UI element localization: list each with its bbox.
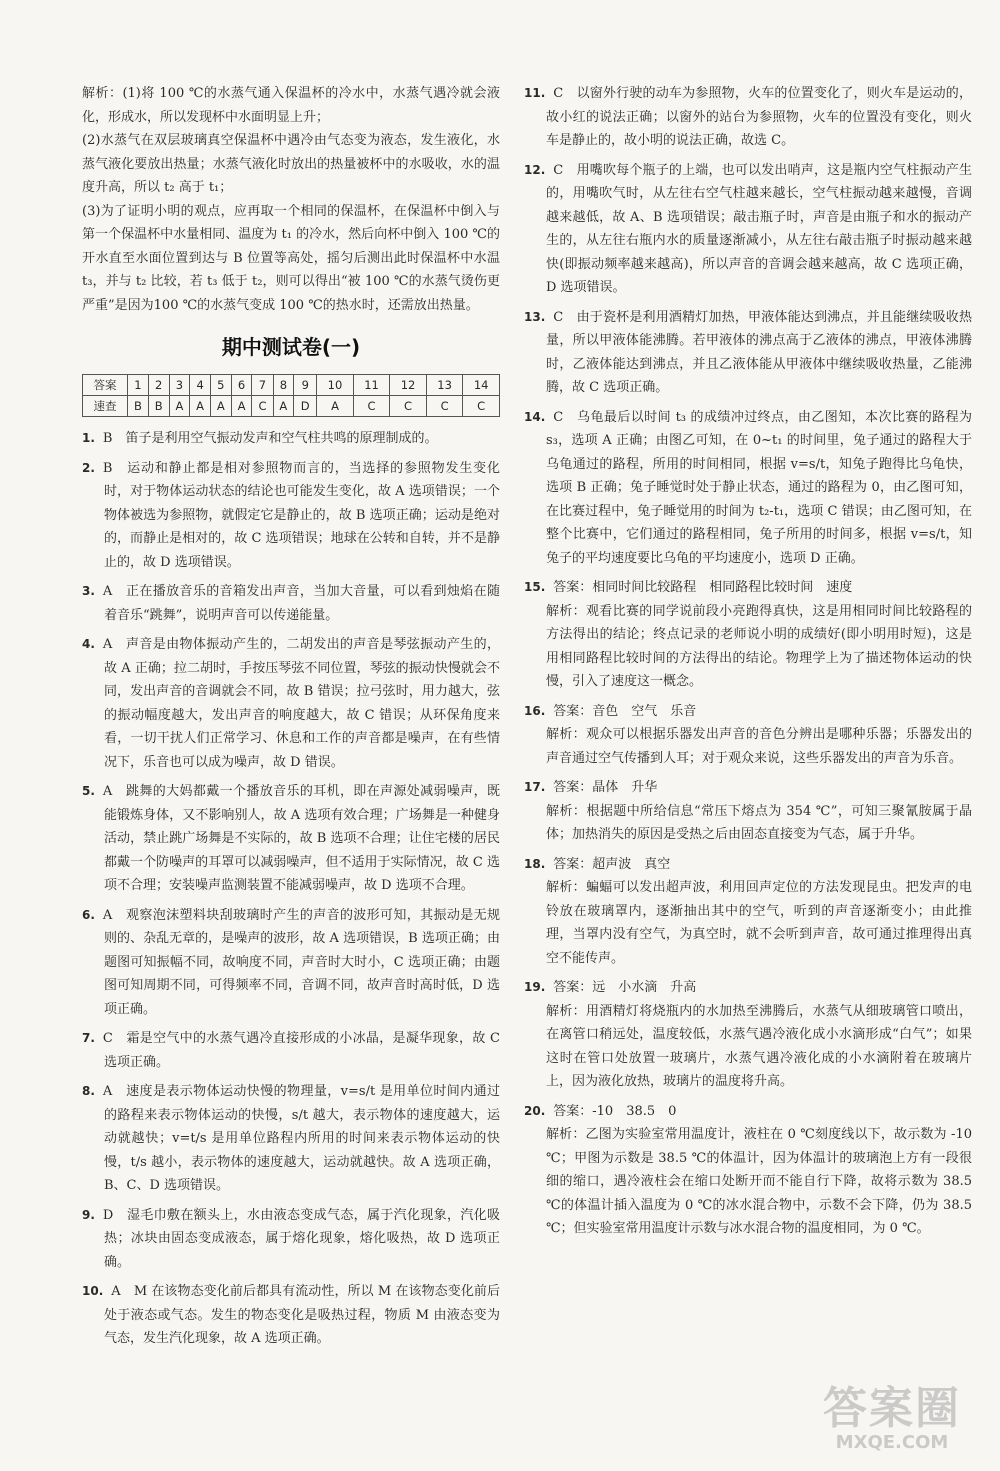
question-number: 14. xyxy=(524,409,546,424)
answer-cell: D xyxy=(294,396,317,417)
question-number: 2. xyxy=(82,460,95,475)
answer-table-answer-row xyxy=(83,396,500,417)
answer-cell: A xyxy=(231,396,252,417)
solution-item xyxy=(524,159,972,300)
solution-text xyxy=(82,1204,500,1275)
left-column xyxy=(82,82,500,1357)
answer-cell: A xyxy=(317,396,354,417)
question-number-cell: 2 xyxy=(148,375,169,396)
solution-text xyxy=(82,427,500,451)
row-header-lookup: 速查 xyxy=(83,396,128,417)
section-title: 期中测试卷(一) xyxy=(221,335,361,359)
answer-cell: A xyxy=(210,396,231,417)
question-number-cell: 5 xyxy=(210,375,231,396)
solution-body: C 由于瓷杯是利用酒精灯加热，甲液体能达到沸点，并且能继续吸收热量，所以甲液体能沸腾。若甲液体的沸点高于乙液体的沸点，甲液体沸腾时，乙液体能达到沸点，并且乙液体能从甲液体中继续吸收热量，乙能沸腾，故 C 选项正确。 xyxy=(546,309,972,395)
solution-item xyxy=(524,306,972,400)
solution-text xyxy=(82,1280,500,1351)
question-number-cell: 11 xyxy=(353,375,390,396)
question-number-cell: 6 xyxy=(231,375,252,396)
solution-text xyxy=(524,976,972,1000)
question-number: 4. xyxy=(82,637,95,651)
intro-paragraph: (2)水蒸气在双层玻璃真空保温杯中遇冷由气态变为液态，发生液化，水蒸气液化要放出热量；水蒸气液化时放出的热量被杯中的水吸收，水的温度升高，所以 t₂ 高于 t₁； xyxy=(82,133,500,195)
question-number: 5. xyxy=(82,784,95,798)
solution-text xyxy=(524,1100,972,1124)
question-number-cell: 14 xyxy=(463,375,500,396)
solution-item xyxy=(524,1100,972,1241)
row-header-answer: 答案 xyxy=(83,375,128,396)
answer-cell: C xyxy=(252,396,273,417)
question-number-cell: 7 xyxy=(252,375,273,396)
solution-analysis: 解析：观看比赛的同学说前段小亮跑得真快，这是用相同时间比较路程的方法得出的结论；终点记录的老师说小明的成绩好(即小明用时短)，这是用相同路程比较时间的方法得出的结论。物理学上为了描述物体运动的快慢，引入了速度这一概念。 xyxy=(546,603,972,689)
solution-item xyxy=(524,853,972,971)
answer-cell: C xyxy=(463,396,500,417)
solution-item xyxy=(524,406,972,571)
question-number: 3. xyxy=(82,584,95,598)
solution-item xyxy=(82,1080,500,1198)
solution-body: 答案：晶体 升华 xyxy=(553,780,658,795)
question-number: 1. xyxy=(82,431,95,445)
intro-block xyxy=(82,82,500,317)
solution-analysis: 解析：蝙蝠可以发出超声波，利用回声定位的方法发现昆虫。把发声的电铃放在玻璃罩内，逐渐抽出其中的空气，听到的声音逐渐变小；由此推理，当罩内没有空气，为真空时，就不会听到声音，故可通过推理得出真空不能传声。 xyxy=(546,880,972,966)
solution-text xyxy=(82,780,500,898)
solution-item xyxy=(82,580,500,627)
watermark-url: MXQE.COM xyxy=(835,1432,949,1453)
solution-item xyxy=(82,1280,500,1351)
solution-item xyxy=(524,82,972,153)
question-number: 11. xyxy=(524,86,546,100)
solution-item xyxy=(82,904,500,1022)
answer-table xyxy=(82,374,500,417)
question-number: 8. xyxy=(82,1084,95,1098)
solution-analysis: 解析：用酒精灯将烧瓶内的水加热至沸腾后，水蒸气从细玻璃管口喷出，在离管口稍远处，温度较低，水蒸气遇冷液化成小水滴形成“白气”；如果这时在管口处放置一玻璃片，水蒸气遇冷液化成的小水滴附着在玻璃片上，因为液化放热，玻璃片的温度将升高。 xyxy=(546,1003,972,1089)
solution-text xyxy=(82,457,500,575)
solution-text xyxy=(524,853,972,877)
question-number-cell: 12 xyxy=(390,375,427,396)
question-number-cell: 10 xyxy=(317,375,354,396)
solution-text xyxy=(524,700,972,724)
watermark-text: 答案圈 xyxy=(823,1383,961,1434)
solution-text xyxy=(82,1027,500,1074)
solution-body: A 正在播放音乐的音箱发出声音，当加大音量，可以看到烛焰在随着音乐“跳舞”，说明声音可以传递能量。 xyxy=(102,584,500,623)
solution-item xyxy=(82,457,500,575)
question-number-cell: 13 xyxy=(426,375,463,396)
answer-cell: A xyxy=(190,396,211,417)
solution-item xyxy=(524,700,972,771)
question-number: 15. xyxy=(524,580,546,594)
solution-body: C 用嘴吹每个瓶子的上端，也可以发出哨声，这是瓶内空气柱振动产生的，用嘴吹气时，从左往右空气柱越来越长，空气柱振动越来越慢，音调越来越低，故 A、B 选项错误；敲击瓶子时，声音是由瓶子和水的振动产生的，从左往右瓶内水的质量逐渐减小，从左往右敲击瓶子时振动越来越快(即振动频率越来越高)，所以声音的音调会越来越高，故 C 选项正确，D 选项错误。 xyxy=(546,162,972,295)
solution-text xyxy=(82,633,500,774)
solution-item xyxy=(82,1204,500,1275)
solution-text xyxy=(524,159,972,300)
question-number-cell: 3 xyxy=(169,375,190,396)
right-column xyxy=(524,82,972,1247)
right-items xyxy=(524,82,972,1241)
solution-body: D 湿毛巾敷在额头上，水由液态变成气态，属于汽化现象，汽化吸热；冰块由固态变成液态，属于熔化现象，熔化吸热，故 D 选项正确。 xyxy=(102,1207,500,1270)
solution-text xyxy=(82,904,500,1022)
solution-body: 答案：远 小水滴 升高 xyxy=(553,980,697,995)
question-number: 18. xyxy=(524,856,546,871)
question-number: 16. xyxy=(524,703,546,718)
answer-cell: B xyxy=(148,396,169,417)
solution-text xyxy=(524,82,972,153)
question-number: 17. xyxy=(524,780,546,794)
solution-body: B 运动和静止都是相对参照物而言的，当选择的参照物发生变化时，对于物体运动状态的结论也可能发生变化，故 A 选项错误；一个物体被选为参照物，就假定它是静止的，故 B 选项正确；运动是绝对的，而静止是相对的，故 C 选项错误；地球在公转和自转，并不是静止的，故 D 选项错误。 xyxy=(102,460,500,570)
question-number: 10. xyxy=(82,1284,104,1298)
watermark-logo xyxy=(812,1385,972,1460)
answer-cell: A xyxy=(169,396,190,417)
question-number-cell: 9 xyxy=(294,375,317,396)
question-number: 20. xyxy=(524,1103,546,1118)
solution-body: B 笛子是利用空气振动发声和空气柱共鸣的原理制成的。 xyxy=(102,431,438,446)
solution-body: 答案：-10 38.5 0 xyxy=(553,1103,677,1119)
question-number: 13. xyxy=(524,309,546,324)
solution-text xyxy=(82,1080,500,1198)
solution-body: A M 在该物态变化前后都具有流动性，所以 M 在该物态变化前后处于液态或气态。发生的物态变化是吸热过程，物质 M 由液态变为气态，发生汽化现象，故 A 选项正确。 xyxy=(104,1284,500,1346)
solution-item xyxy=(82,780,500,898)
question-number: 9. xyxy=(82,1207,95,1222)
solution-analysis: 解析：观众可以根据乐器发出声音的音色分辨出是哪种乐器；乐器发出的声音通过空气传播到人耳；对于观众来说，这些乐器发出的声音为乐音。 xyxy=(546,727,972,766)
solution-body: C 霜是空气中的水蒸气遇冷直接形成的小冰晶，是凝华现象，故 C 选项正确。 xyxy=(102,1031,500,1070)
solution-item xyxy=(524,976,972,1094)
question-number-cell: 8 xyxy=(273,375,294,396)
question-number: 6. xyxy=(82,907,95,922)
solution-body: 答案：超声波 真空 xyxy=(553,856,671,872)
solution-body: A 观察泡沫塑料块刮玻璃时产生的声音的波形可知，其振动是无规则的、杂乱无章的，是噪声的波形，故 A 选项错误，B 选项正确；由题图可知振幅不同，故响度不同，声音时大时小，C 选项正确；由题图可知周期不同，可得频率不同，音调不同，故声音时高时低，D 选项正确。 xyxy=(102,907,500,1017)
question-number: 12. xyxy=(524,162,546,177)
question-number: 19. xyxy=(524,980,546,994)
question-number: 7. xyxy=(82,1031,95,1045)
solution-item xyxy=(82,1027,500,1074)
solution-body: 答案：音色 空气 乐音 xyxy=(553,703,697,719)
solution-body: 答案：相同时间比较路程 相同路程比较时间 速度 xyxy=(553,580,853,595)
answer-cell: C xyxy=(390,396,427,417)
solution-text xyxy=(524,776,972,800)
intro-paragraph: 解析：(1)将 100 ℃的水蒸气通入保温杯的冷水中，水蒸气遇冷就会液化，形成水，所以发现杯中水面明显上升； xyxy=(82,86,500,125)
answer-table-number-row xyxy=(83,375,500,396)
solution-analysis: 解析：乙图为实验室常用温度计，液柱在 0 ℃刻度线以下，故示数为 -10 ℃；甲图为示数是 38.5 ℃的体温计，因为体温计的玻璃泡上方有一段很细的缩口，遇冷液柱会在缩口处断开而不能自行下降，故将示数为 38.5 ℃的体温计插入温度为 0 ℃的冰水混合物中，示数不会下降，仍为 38.5 ℃；但实验室常用温度计示数与冰水混合物的温度相同，为 0 ℃。 xyxy=(546,1127,972,1236)
answer-cell: A xyxy=(273,396,294,417)
solution-body: C 以窗外行驶的动车为参照物，火车的位置变化了，则火车是运动的，故小红的说法正确；以窗外的站台为参照物，火车的位置没有变化，则火车是静止的，故小明的说法正确，故选 C。 xyxy=(546,86,972,148)
answer-cell: C xyxy=(353,396,390,417)
solution-body: A 速度是表示物体运动快慢的物理量，v=s/t 是用单位时间内通过的路程来表示物体运动的快慢，s/t 越大，表示物体的速度越大，运动就越快；v=t/s 是用单位路程内所用的时间来表示物体运动的快慢，t/s 越小，表示物体的速度越大，运动就越快。故 A 选项正确，B、C、D 选项错误。 xyxy=(102,1084,500,1193)
left-items xyxy=(82,427,500,1351)
solution-item xyxy=(82,427,500,451)
solution-body: C 乌龟最后以时间 t₃ 的成绩冲过终点，由乙图知，本次比赛的路程为 s₃，选项 A 正确；由图乙可知，在 0~t₁ 的时间里，兔子通过的路程大于乌龟通过的路程，所用的时间相同，根据 v=s/t，知兔子跑得比乌龟快，选项 B 正确；兔子睡觉时处于静止状态，通过的路程为 0，由乙图可知，在比赛过程中，兔子睡觉用的时间为 t₂-t₁，选项 C 错误；由乙图可知，在整个比赛中，它们通过的路程相同，兔子所用的时间多，根据 v=s/t，知兔子的平均速度要比乌龟的平均速度小，选项 D 正确。 xyxy=(546,409,972,566)
solution-text xyxy=(524,406,972,571)
solution-item xyxy=(524,776,972,847)
intro-paragraph: (3)为了证明小明的观点，应再取一个相同的保温杯，在保温杯中倒入与第一个保温杯中水量相同、温度为 t₁ 的冷水，然后向杯中倒入 100 ℃的开水直至水面位置到达与 B 位置等高处，摇匀后测出此时保温杯中水温 t₃，并与 t₂ 比较，若 t₃ 低于 t₂，则可以得出“被 100 ℃的水蒸气烫伤更严重”是因为100 ℃的水蒸气变成 100 ℃的热水时，还需放出热量。 xyxy=(82,203,500,313)
question-number-cell: 1 xyxy=(128,375,149,396)
solution-text xyxy=(524,576,972,600)
solution-text xyxy=(524,306,972,400)
solution-item xyxy=(82,633,500,774)
question-number-cell: 4 xyxy=(190,375,211,396)
solution-text xyxy=(82,580,500,627)
answer-cell: B xyxy=(128,396,149,417)
solution-analysis: 解析：根据题中所给信息“常压下熔点为 354 ℃”，可知三聚氰胺属于晶体；加热消失的原因是受热之后由固态直接变为气态，属于升华。 xyxy=(546,803,972,842)
solution-item xyxy=(524,576,972,694)
answer-cell: C xyxy=(426,396,463,417)
solution-body: A 跳舞的大妈都戴一个播放音乐的耳机，即在声源处减弱噪声，既能锻炼身体，又不影响别人，故 A 选项有效合理；广场舞是一种健身活动，禁止跳广场舞是不实际的，故 B 选项不合理；让住宅楼的居民都戴一个防噪声的耳罩可以减弱噪声，但不适用于实际情况，故 C 选项不合理；安装噪声监测装置不能减弱噪声，故 D 选项不合理。 xyxy=(102,784,500,893)
solution-body: A 声音是由物体振动产生的，二胡发出的声音是琴弦振动产生的，故 A 正确；拉二胡时，手按压琴弦不同位置，琴弦的振动快慢就会不同，发出声音的音调就会不同，故 B 错误；拉弓弦时，用力越大，弦的振动幅度越大，发出声音的响度越大，故 C 错误；从环保角度来看，一切干扰人们正常学习、休息和工作的声音都是噪声，在有些情况下，乐音也可以成为噪声，故 D 错误。 xyxy=(102,637,500,770)
